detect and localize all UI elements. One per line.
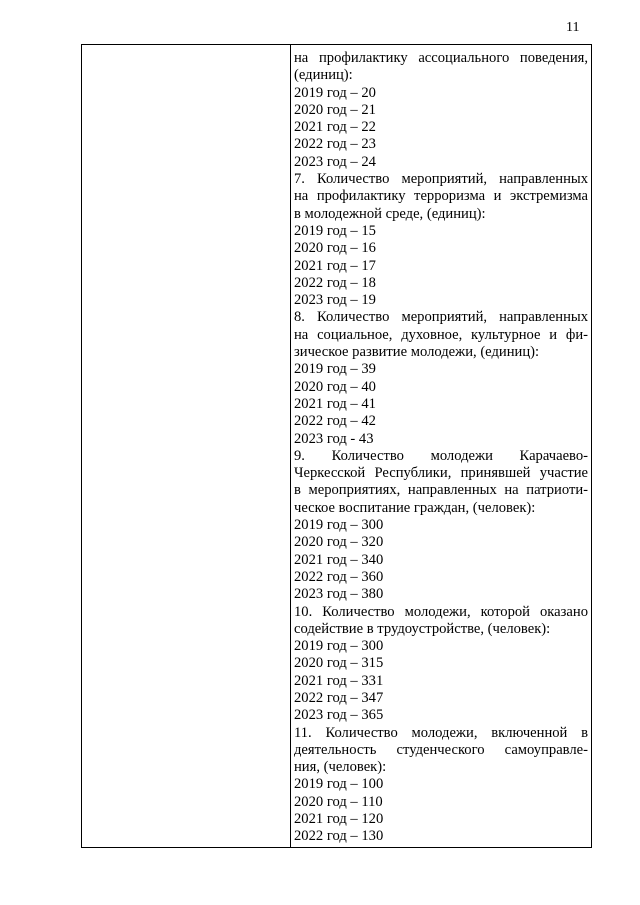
text-line: 2019 год – 300 <box>294 517 384 534</box>
page-number: 11 <box>566 20 580 35</box>
text-line: 8. Количество мероприятий, направленных <box>294 309 588 326</box>
text-line: содействие в трудоустройстве, (человек): <box>294 620 551 637</box>
text-line: 2021 год – 41 <box>294 395 376 412</box>
text-line: 2022 год – 130 <box>294 828 384 845</box>
text-line: на социальное, духовное, культурное и фи- <box>294 326 588 343</box>
text-line: на профилактику ассоциального поведения, <box>294 50 588 66</box>
text-line: на профилактику терроризма и экстремизма <box>294 188 588 205</box>
text-line: 2021 год – 22 <box>294 119 376 136</box>
text-line: 2020 год – 40 <box>294 378 376 395</box>
text-line: ческое воспитание граждан, (человек): <box>294 499 536 516</box>
text-line: 2021 год – 17 <box>294 257 376 274</box>
text-line: 2020 год – 315 <box>294 655 384 672</box>
text-line: 2023 год – 19 <box>294 292 376 309</box>
text-line: 2022 год – 42 <box>294 413 376 430</box>
text-line: зическое развитие молодежи, (единиц): <box>294 344 540 361</box>
text-line: 2023 год – 24 <box>294 153 376 170</box>
text-line: 2019 год – 100 <box>294 776 384 793</box>
right-cell <box>294 50 588 846</box>
text-line: 2022 год – 347 <box>294 689 384 706</box>
text-line: 2020 год – 16 <box>294 240 376 257</box>
text-line: деятельность студенческого самоуправле- <box>294 741 588 758</box>
text-line: 11. Количество молодежи, включенной в <box>294 724 588 741</box>
text-line: 2022 год – 18 <box>294 274 376 291</box>
text-line: 2021 год – 331 <box>294 672 384 689</box>
text-line: 10. Количество молодежи, которой оказано <box>294 603 588 620</box>
text-line: 2021 год – 120 <box>294 811 384 828</box>
text-line: 2020 год – 110 <box>294 793 383 810</box>
text-line: 2019 год – 20 <box>294 84 376 101</box>
text-line: 2019 год – 39 <box>294 361 376 378</box>
text-line: 2021 год – 340 <box>294 551 384 568</box>
text-line: 7. Количество мероприятий, направленных <box>294 171 588 188</box>
text-line: 2022 год – 360 <box>294 568 384 585</box>
text-line: (единиц): <box>294 67 353 84</box>
text-line: в мероприятиях, направленных на патриоти- <box>294 482 588 499</box>
text-line: 9. Количество молодежи Карачаево- <box>294 447 588 464</box>
document-table <box>81 44 592 848</box>
text-line: 2020 год – 21 <box>294 101 376 118</box>
text-line: 2023 год – 380 <box>294 586 384 603</box>
text-line: Черкесской Республики, принявшей участие <box>294 465 588 482</box>
text-line: 2019 год – 15 <box>294 222 376 239</box>
text-line: 2023 год - 43 <box>294 430 374 447</box>
column-divider <box>290 45 291 847</box>
text-line: 2019 год – 300 <box>294 638 384 655</box>
text-line: 2023 год – 365 <box>294 707 384 724</box>
text-line: ния, (человек): <box>294 759 387 776</box>
text-line: в молодежной среде, (единиц): <box>294 205 486 222</box>
text-line: 2020 год – 320 <box>294 534 384 551</box>
text-line: 2022 год – 23 <box>294 136 376 153</box>
